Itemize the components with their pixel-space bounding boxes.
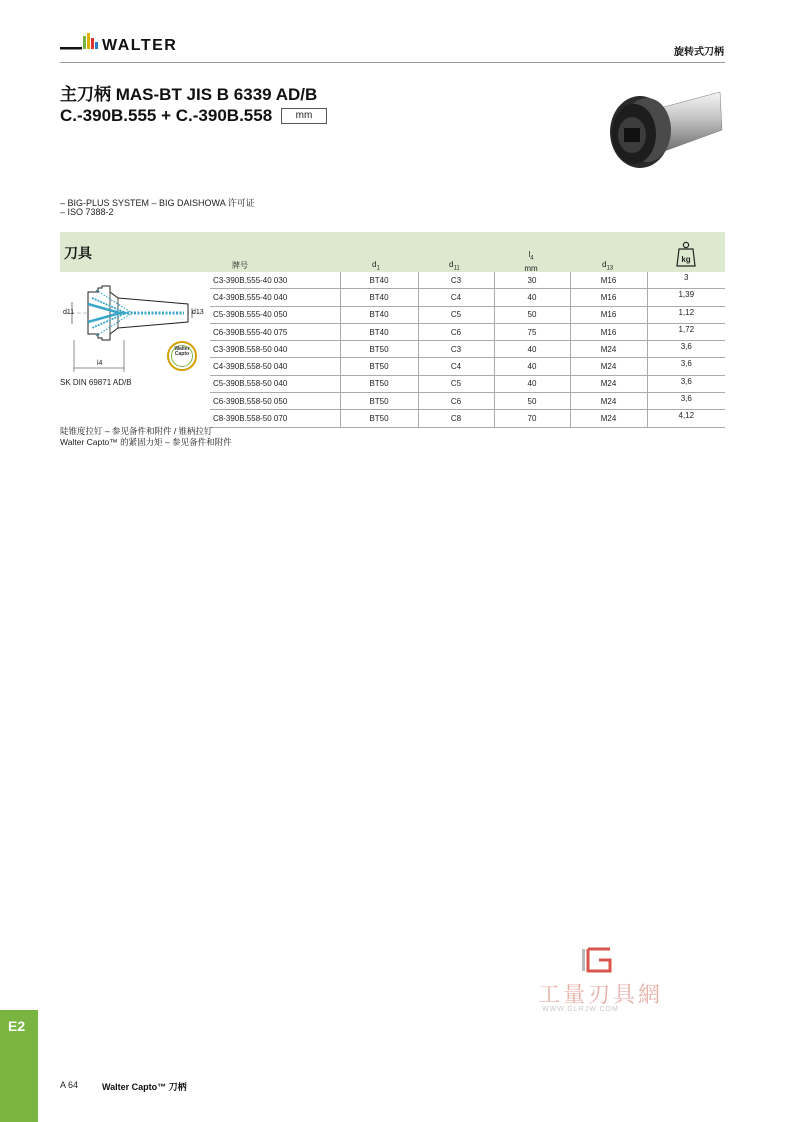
part-no-cell: C8-390B.558-50 070: [210, 410, 340, 427]
svg-text:kg: kg: [681, 255, 691, 264]
dimension-label-d13: d13: [192, 309, 204, 316]
table-header-band: [60, 232, 725, 272]
weight-cell: 3: [647, 272, 725, 289]
weight-cell: 3,6: [647, 375, 725, 392]
l4-cell: 70: [494, 410, 570, 427]
d1-cell: BT50: [340, 410, 418, 427]
page-title: 主刀柄 MAS-BT JIS B 6339 AD/B: [60, 85, 318, 104]
d13-cell: M24: [570, 358, 647, 375]
weight-icon: [676, 241, 696, 267]
svg-text:WALTER: WALTER: [102, 37, 178, 54]
table-row: [210, 410, 725, 427]
part-no-cell: C6-390B.558-50 050: [210, 393, 340, 410]
table-row: [210, 323, 725, 340]
footnote-torque: Walter Capto™ 的紧固力矩 – 参见备件和附件: [60, 437, 232, 447]
l4-cell: 40: [494, 289, 570, 306]
d13-cell: M16: [570, 272, 647, 289]
d11-cell: C4: [418, 358, 494, 375]
d11-cell: C6: [418, 393, 494, 410]
weight-cell: 4,12: [647, 410, 725, 427]
d11-cell: C5: [418, 375, 494, 392]
part-no-cell: C3-390B.555-40 030: [210, 272, 340, 289]
d13-cell: M16: [570, 289, 647, 306]
d1-cell: BT50: [340, 358, 418, 375]
spec-table: [210, 272, 725, 428]
l4-cell: 50: [494, 306, 570, 323]
watermark-url: WWW.GLRJW.COM: [542, 1006, 619, 1013]
d13-cell: M16: [570, 306, 647, 323]
page-number: A 64: [60, 1080, 79, 1090]
l4-cell: 75: [494, 323, 570, 340]
d13-cell: M16: [570, 323, 647, 340]
d1-cell: BT50: [340, 375, 418, 392]
l4-cell: 30: [494, 272, 570, 289]
dimension-label-l4: l4: [97, 360, 103, 367]
unit-badge: mm: [281, 108, 327, 124]
table-row: [210, 272, 725, 289]
l4-cell: 40: [494, 358, 570, 375]
d1-cell: BT40: [340, 323, 418, 340]
footnote-pull-stud: 陡锥度拉钉 – 参见备件和附件 / 锥柄拉钉: [60, 426, 213, 436]
d11-cell: C3: [418, 272, 494, 289]
column-header-part-no: 牌号: [232, 261, 248, 270]
table-row: [210, 306, 725, 323]
l4-unit: mm: [524, 263, 538, 273]
part-no-cell: C5-390B.558-50 040: [210, 375, 340, 392]
column-header-d11: $d_{11}$: [449, 260, 460, 272]
d13-cell: M24: [570, 410, 647, 427]
tool-holder-diagram: [60, 270, 210, 375]
weight-cell: 1,72: [647, 323, 725, 340]
diagram-caption: SK DIN 69871 AD/B: [60, 378, 132, 387]
d13-cell: M24: [570, 393, 647, 410]
part-no-cell: C4-390B.558-50 040: [210, 358, 340, 375]
part-no-cell: C5-390B.555-40 050: [210, 306, 340, 323]
table-row: [210, 289, 725, 306]
l4-cell: 50: [494, 393, 570, 410]
d13-cell: M24: [570, 341, 647, 358]
table-row: [210, 358, 725, 375]
d11-cell: C8: [418, 410, 494, 427]
capto-badge-text: [166, 347, 198, 357]
table-row: [210, 393, 725, 410]
table-row: [210, 341, 725, 358]
weight-cell: 3,6: [647, 393, 725, 410]
tool-holder-photo: [600, 80, 725, 185]
weight-cell: 3,6: [647, 358, 725, 375]
d1-cell: BT40: [340, 306, 418, 323]
section-title: 旋转式刀柄: [674, 47, 724, 58]
spec-table-body: [210, 272, 725, 427]
column-header-d13: $d_{13}$: [602, 260, 614, 272]
weight-cell: 1,39: [647, 289, 725, 306]
weight-cell: 1,12: [647, 306, 725, 323]
d11-cell: C5: [418, 306, 494, 323]
watermark-text: 工量刃具網: [538, 983, 664, 1008]
capto-badge-line2: Capto: [174, 351, 190, 357]
standard-note: – ISO 7388-2: [60, 207, 114, 217]
page-subtitle: C.-390B.555 + C.-390B.558: [60, 106, 273, 125]
column-header-d1: $d_1$: [372, 260, 380, 272]
d11-cell: C6: [418, 323, 494, 340]
watermark-logo-icon: [580, 945, 632, 975]
part-no-cell: C6-390B.555-40 075: [210, 323, 340, 340]
l4-cell: 40: [494, 341, 570, 358]
part-no-cell: C3-390B.558-50 040: [210, 341, 340, 358]
part-no-cell: C4-390B.555-40 040: [210, 289, 340, 306]
weight-cell: 3,6: [647, 341, 725, 358]
d11-cell: C3: [418, 341, 494, 358]
column-header-l4: $l_4$ mm: [524, 250, 538, 273]
d1-cell: BT50: [340, 393, 418, 410]
l4-cell: 40: [494, 375, 570, 392]
walter-logo: [60, 30, 200, 58]
d1-cell: BT40: [340, 289, 418, 306]
d1-cell: BT50: [340, 341, 418, 358]
header-divider: [60, 62, 725, 63]
tools-heading: 刀具: [64, 245, 92, 261]
d11-cell: C4: [418, 289, 494, 306]
dimension-label-d11: d11: [63, 309, 75, 316]
table-row: [210, 375, 725, 392]
d1-cell: BT40: [340, 272, 418, 289]
license-note: – BIG-PLUS SYSTEM – BIG DAISHOWA 许可证: [60, 198, 255, 208]
d13-cell: M24: [570, 375, 647, 392]
chapter-tab-label: E2: [8, 1018, 26, 1034]
capto-badge-line1: Walter: [174, 346, 190, 352]
footer-title: Walter Capto™ 刀柄: [102, 1082, 187, 1092]
